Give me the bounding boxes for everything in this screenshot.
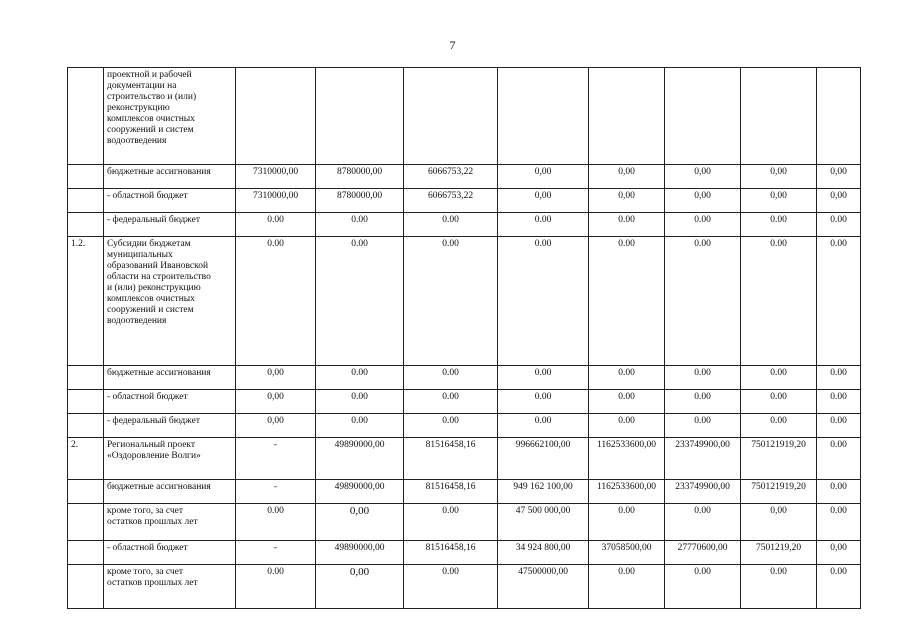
table-row	[68, 237, 861, 366]
description-line: строительство и (или)	[107, 92, 197, 102]
value-cell: 0.00	[817, 480, 861, 504]
value-cell: 0.00	[665, 366, 741, 390]
row-description	[104, 438, 236, 480]
value-cell: 0.00	[404, 237, 498, 366]
value-cell: 8780000,00	[316, 165, 404, 189]
value-cell: 0.00	[741, 414, 817, 438]
value-cell: 6066753,22	[404, 189, 498, 213]
value-cell: 0.00	[589, 414, 665, 438]
value-cell: 49890000,00	[316, 480, 404, 504]
value-cell: 0,00	[589, 165, 665, 189]
table-row	[68, 414, 861, 438]
row-index	[68, 414, 104, 438]
value-cell	[236, 68, 316, 165]
row-index: 1.2.	[68, 237, 104, 366]
description-line: водоотведения	[107, 316, 167, 326]
value-cell: 0.00	[316, 237, 404, 366]
value-cell: 0.00	[741, 237, 817, 366]
value-cell: 37058500,00	[589, 541, 665, 565]
description-line: проектной и рабочей	[107, 70, 192, 80]
value-cell: 996662100,00	[498, 438, 589, 480]
table-row	[68, 366, 861, 390]
description-line: комплексов очистных	[107, 294, 195, 304]
value-cell	[316, 68, 404, 165]
row-index	[68, 480, 104, 504]
value-cell: 0.00	[589, 213, 665, 237]
value-cell: 0.00	[236, 213, 316, 237]
value-cell: 0,00	[589, 189, 665, 213]
row-label: - областной бюджет	[104, 390, 236, 414]
description-line: сооружений и систем	[107, 305, 194, 315]
description-line: реконструкцию	[107, 103, 170, 113]
row-index	[68, 366, 104, 390]
table-row	[68, 68, 861, 165]
value-cell: 81516458,16	[404, 480, 498, 504]
value-cell: 1162533600,00	[589, 480, 665, 504]
value-cell: 0.00	[236, 565, 316, 609]
value-cell: 49890000,00	[316, 541, 404, 565]
value-cell: 0.00	[404, 504, 498, 541]
row-description	[104, 237, 236, 366]
value-cell: 0.00	[741, 390, 817, 414]
value-cell: 0.00	[817, 504, 861, 541]
table-row	[68, 189, 861, 213]
value-cell: 0,00	[665, 165, 741, 189]
budget-table	[67, 67, 861, 609]
label-line: остатков прошлых лет	[107, 578, 198, 588]
row-label: бюджетные ассигнования	[104, 165, 236, 189]
value-cell: 0.00	[741, 213, 817, 237]
description-line: и (или) реконструкцию	[107, 283, 201, 293]
page-number: 7	[449, 38, 456, 52]
description-line: документации на	[107, 81, 177, 91]
value-cell: 0.00	[589, 237, 665, 366]
row-label: - областной бюджет	[104, 189, 236, 213]
value-cell: 0.00	[665, 213, 741, 237]
value-cell: 0,00	[316, 565, 404, 609]
description-line: «Оздоровление Волги»	[107, 451, 201, 461]
value-cell: 0,00	[817, 189, 861, 213]
value-cell: 0.00	[316, 390, 404, 414]
value-cell: 0,00	[236, 366, 316, 390]
value-cell: 0.00	[316, 366, 404, 390]
row-label: - федеральный бюджет	[104, 213, 236, 237]
value-cell: 81516458,16	[404, 541, 498, 565]
row-index	[68, 504, 104, 541]
value-cell: 0.00	[665, 504, 741, 541]
value-cell	[498, 68, 589, 165]
value-cell: 0.00	[589, 390, 665, 414]
value-cell	[589, 68, 665, 165]
value-cell: 0.00	[817, 565, 861, 609]
value-cell: 0,00	[741, 165, 817, 189]
row-index	[68, 390, 104, 414]
value-cell: 0.00	[741, 565, 817, 609]
value-cell: 0.00	[665, 237, 741, 366]
value-cell: 0,00	[741, 504, 817, 541]
row-label: - федеральный бюджет	[104, 414, 236, 438]
table-row	[68, 390, 861, 414]
description-line: Субсидии бюджетам	[107, 239, 191, 249]
value-cell: 27770600,00	[665, 541, 741, 565]
value-cell: 0.00	[404, 366, 498, 390]
value-cell: 233749900,00	[665, 438, 741, 480]
row-label	[104, 504, 236, 541]
value-cell: 0.00	[741, 366, 817, 390]
table-row	[68, 541, 861, 565]
row-index	[68, 565, 104, 609]
description-line: области на строительство	[107, 272, 211, 282]
row-label	[104, 565, 236, 609]
row-label: бюджетные ассигнования	[104, 366, 236, 390]
value-cell: 0.00	[589, 504, 665, 541]
description-line: образований Ивановской	[107, 261, 209, 271]
value-cell: 0,00	[498, 165, 589, 189]
value-cell: 47500000,00	[498, 565, 589, 609]
value-cell: -	[236, 438, 316, 480]
value-cell: -	[236, 480, 316, 504]
value-cell: 34 924 800,00	[498, 541, 589, 565]
value-cell: 750121919,20	[741, 438, 817, 480]
value-cell: 0,00	[817, 541, 861, 565]
value-cell: 0.00	[817, 366, 861, 390]
value-cell: 0,00	[316, 504, 404, 541]
value-cell: 0.00	[498, 390, 589, 414]
table-row	[68, 165, 861, 189]
value-cell: 0.00	[817, 237, 861, 366]
value-cell: 0.00	[817, 213, 861, 237]
label-line: остатков прошлых лет	[107, 517, 198, 527]
row-index	[68, 165, 104, 189]
description-line: муниципальных	[107, 250, 173, 260]
row-description	[104, 68, 236, 165]
value-cell: 0.00	[817, 390, 861, 414]
value-cell: 0.00	[498, 237, 589, 366]
table-row	[68, 438, 861, 480]
value-cell: 0,00	[665, 189, 741, 213]
value-cell: 0.00	[498, 414, 589, 438]
value-cell: 233749900,00	[665, 480, 741, 504]
row-index	[68, 213, 104, 237]
value-cell: 0.00	[589, 366, 665, 390]
table-row	[68, 213, 861, 237]
value-cell: 0.00	[817, 414, 861, 438]
value-cell: 81516458,16	[404, 438, 498, 480]
table-row	[68, 504, 861, 541]
value-cell: 0.00	[498, 213, 589, 237]
value-cell: 0,00	[741, 189, 817, 213]
row-index	[68, 541, 104, 565]
value-cell	[404, 68, 498, 165]
value-cell: 750121919,20	[741, 480, 817, 504]
value-cell	[817, 68, 861, 165]
value-cell: 0.00	[665, 414, 741, 438]
value-cell: 0,00	[236, 414, 316, 438]
row-index: 2.	[68, 438, 104, 480]
value-cell: 0.00	[404, 414, 498, 438]
value-cell	[665, 68, 741, 165]
value-cell: 0.00	[316, 213, 404, 237]
description-line: водоотведения	[107, 136, 167, 146]
value-cell: 8780000,00	[316, 189, 404, 213]
value-cell: 0,00	[236, 390, 316, 414]
value-cell: 0.00	[316, 414, 404, 438]
value-cell: 949 162 100,00	[498, 480, 589, 504]
value-cell: 0.00	[404, 213, 498, 237]
value-cell: 0.00	[817, 438, 861, 480]
table-row	[68, 565, 861, 609]
description-line: комплексов очистных	[107, 114, 195, 124]
value-cell: 0.00	[404, 565, 498, 609]
value-cell: 0.00	[665, 390, 741, 414]
value-cell: 0,00	[498, 189, 589, 213]
row-label: - областной бюджет	[104, 541, 236, 565]
value-cell	[741, 68, 817, 165]
value-cell: 47 500 000,00	[498, 504, 589, 541]
value-cell: 0.00	[404, 390, 498, 414]
value-cell: 0.00	[236, 237, 316, 366]
value-cell: 7501219,20	[741, 541, 817, 565]
value-cell: 7310000,00	[236, 189, 316, 213]
row-index	[68, 68, 104, 165]
value-cell: 0.00	[665, 565, 741, 609]
value-cell: -	[236, 541, 316, 565]
row-label: бюджетные ассигнования	[104, 480, 236, 504]
value-cell: 6066753,22	[404, 165, 498, 189]
description-line: Региональный проект	[107, 440, 196, 450]
row-index	[68, 189, 104, 213]
label-line: кроме того, за счет	[107, 506, 183, 516]
value-cell: 0,00	[817, 165, 861, 189]
value-cell: 0.00	[589, 565, 665, 609]
value-cell: 0.00	[498, 366, 589, 390]
value-cell: 0.00	[236, 504, 316, 541]
value-cell: 7310000,00	[236, 165, 316, 189]
label-line: кроме того, за счет	[107, 567, 183, 577]
value-cell: 1162533600,00	[589, 438, 665, 480]
table-row	[68, 480, 861, 504]
description-line: сооружений и систем	[107, 125, 194, 135]
value-cell: 49890000,00	[316, 438, 404, 480]
